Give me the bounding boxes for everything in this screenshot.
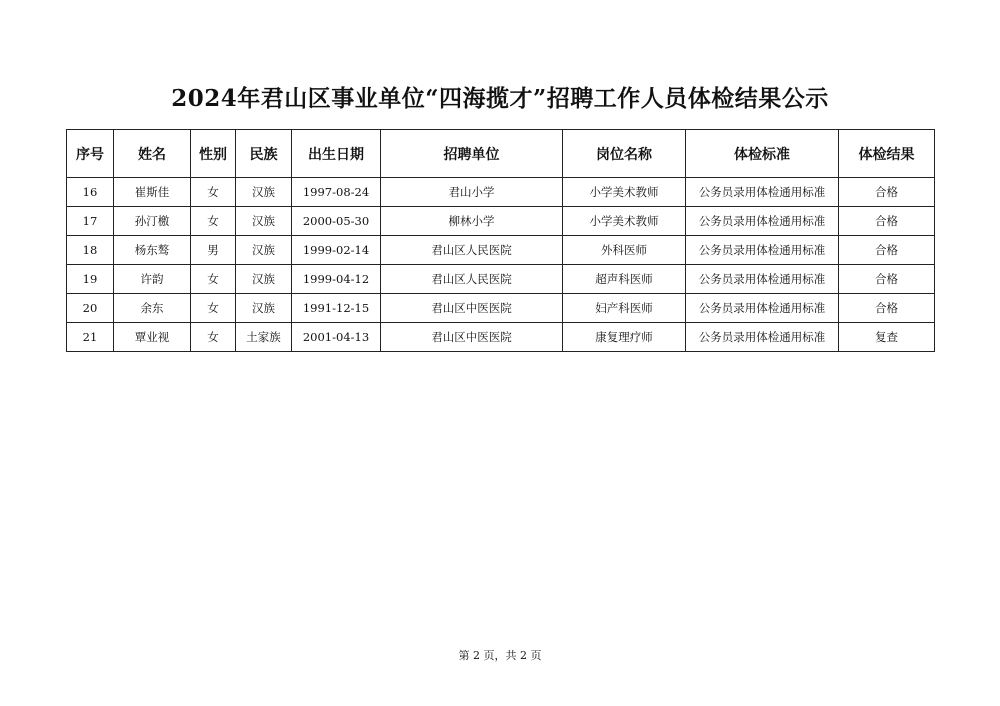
cell-ethnicity: 汉族: [236, 294, 292, 323]
header-employer: 招聘单位: [381, 130, 563, 178]
header-birthdate: 出生日期: [292, 130, 381, 178]
cell-exam-standard: 公务员录用体检通用标准: [686, 236, 839, 265]
cell-index: 21: [67, 323, 114, 352]
cell-gender: 女: [191, 323, 236, 352]
cell-position: 妇产科医师: [563, 294, 686, 323]
cell-gender: 男: [191, 236, 236, 265]
cell-exam-result: 合格: [839, 294, 935, 323]
cell-ethnicity: 汉族: [236, 207, 292, 236]
header-exam-result: 体检结果: [839, 130, 935, 178]
cell-index: 16: [67, 178, 114, 207]
table-row: [67, 207, 935, 236]
table-row: [67, 178, 935, 207]
cell-gender: 女: [191, 207, 236, 236]
cell-employer: 君山区人民医院: [381, 265, 563, 294]
cell-ethnicity: 汉族: [236, 178, 292, 207]
cell-exam-result: 合格: [839, 236, 935, 265]
cell-employer: 柳林小学: [381, 207, 563, 236]
cell-name: 覃业视: [114, 323, 191, 352]
cell-gender: 女: [191, 265, 236, 294]
cell-index: 20: [67, 294, 114, 323]
header-exam-standard: 体检标准: [686, 130, 839, 178]
cell-birthdate: 1999-04-12: [292, 265, 381, 294]
cell-exam-standard: 公务员录用体检通用标准: [686, 207, 839, 236]
cell-ethnicity: 土家族: [236, 323, 292, 352]
table-row: [67, 323, 935, 352]
table-row: [67, 236, 935, 265]
cell-index: 19: [67, 265, 114, 294]
cell-birthdate: 1997-08-24: [292, 178, 381, 207]
cell-employer: 君山区人民医院: [381, 236, 563, 265]
cell-index: 17: [67, 207, 114, 236]
cell-exam-result: 合格: [839, 265, 935, 294]
cell-employer: 君山小学: [381, 178, 563, 207]
cell-exam-result: 合格: [839, 207, 935, 236]
cell-gender: 女: [191, 178, 236, 207]
cell-name: 孙汀檄: [114, 207, 191, 236]
cell-birthdate: 2001-04-13: [292, 323, 381, 352]
cell-employer: 君山区中医医院: [381, 323, 563, 352]
cell-ethnicity: 汉族: [236, 265, 292, 294]
table-header-row: [67, 130, 935, 178]
cell-birthdate: 1999-02-14: [292, 236, 381, 265]
cell-position: 小学美术教师: [563, 207, 686, 236]
header-name: 姓名: [114, 130, 191, 178]
cell-gender: 女: [191, 294, 236, 323]
cell-position: 外科医师: [563, 236, 686, 265]
page-title: 2024年君山区事业单位“四海揽才”招聘工作人员体检结果公示: [171, 85, 829, 112]
cell-exam-standard: 公务员录用体检通用标准: [686, 323, 839, 352]
table-row: [67, 265, 935, 294]
cell-exam-standard: 公务员录用体检通用标准: [686, 294, 839, 323]
cell-position: 康复理疗师: [563, 323, 686, 352]
cell-exam-standard: 公务员录用体检通用标准: [686, 178, 839, 207]
cell-exam-result: 复查: [839, 323, 935, 352]
cell-exam-standard: 公务员录用体检通用标准: [686, 265, 839, 294]
cell-employer: 君山区中医医院: [381, 294, 563, 323]
cell-birthdate: 1991-12-15: [292, 294, 381, 323]
results-table: [66, 129, 935, 352]
table-row: [67, 294, 935, 323]
cell-position: 超声科医师: [563, 265, 686, 294]
cell-name: 杨东骜: [114, 236, 191, 265]
cell-exam-result: 合格: [839, 178, 935, 207]
cell-ethnicity: 汉族: [236, 236, 292, 265]
cell-name: 许韵: [114, 265, 191, 294]
header-position: 岗位名称: [563, 130, 686, 178]
cell-name: 崔斯佳: [114, 178, 191, 207]
header-gender: 性别: [191, 130, 236, 178]
cell-birthdate: 2000-05-30: [292, 207, 381, 236]
cell-position: 小学美术教师: [563, 178, 686, 207]
cell-index: 18: [67, 236, 114, 265]
header-ethnicity: 民族: [236, 130, 292, 178]
page-number-footer: 第 2 页，共 2 页: [458, 649, 542, 662]
header-index: 序号: [67, 130, 114, 178]
cell-name: 余东: [114, 294, 191, 323]
